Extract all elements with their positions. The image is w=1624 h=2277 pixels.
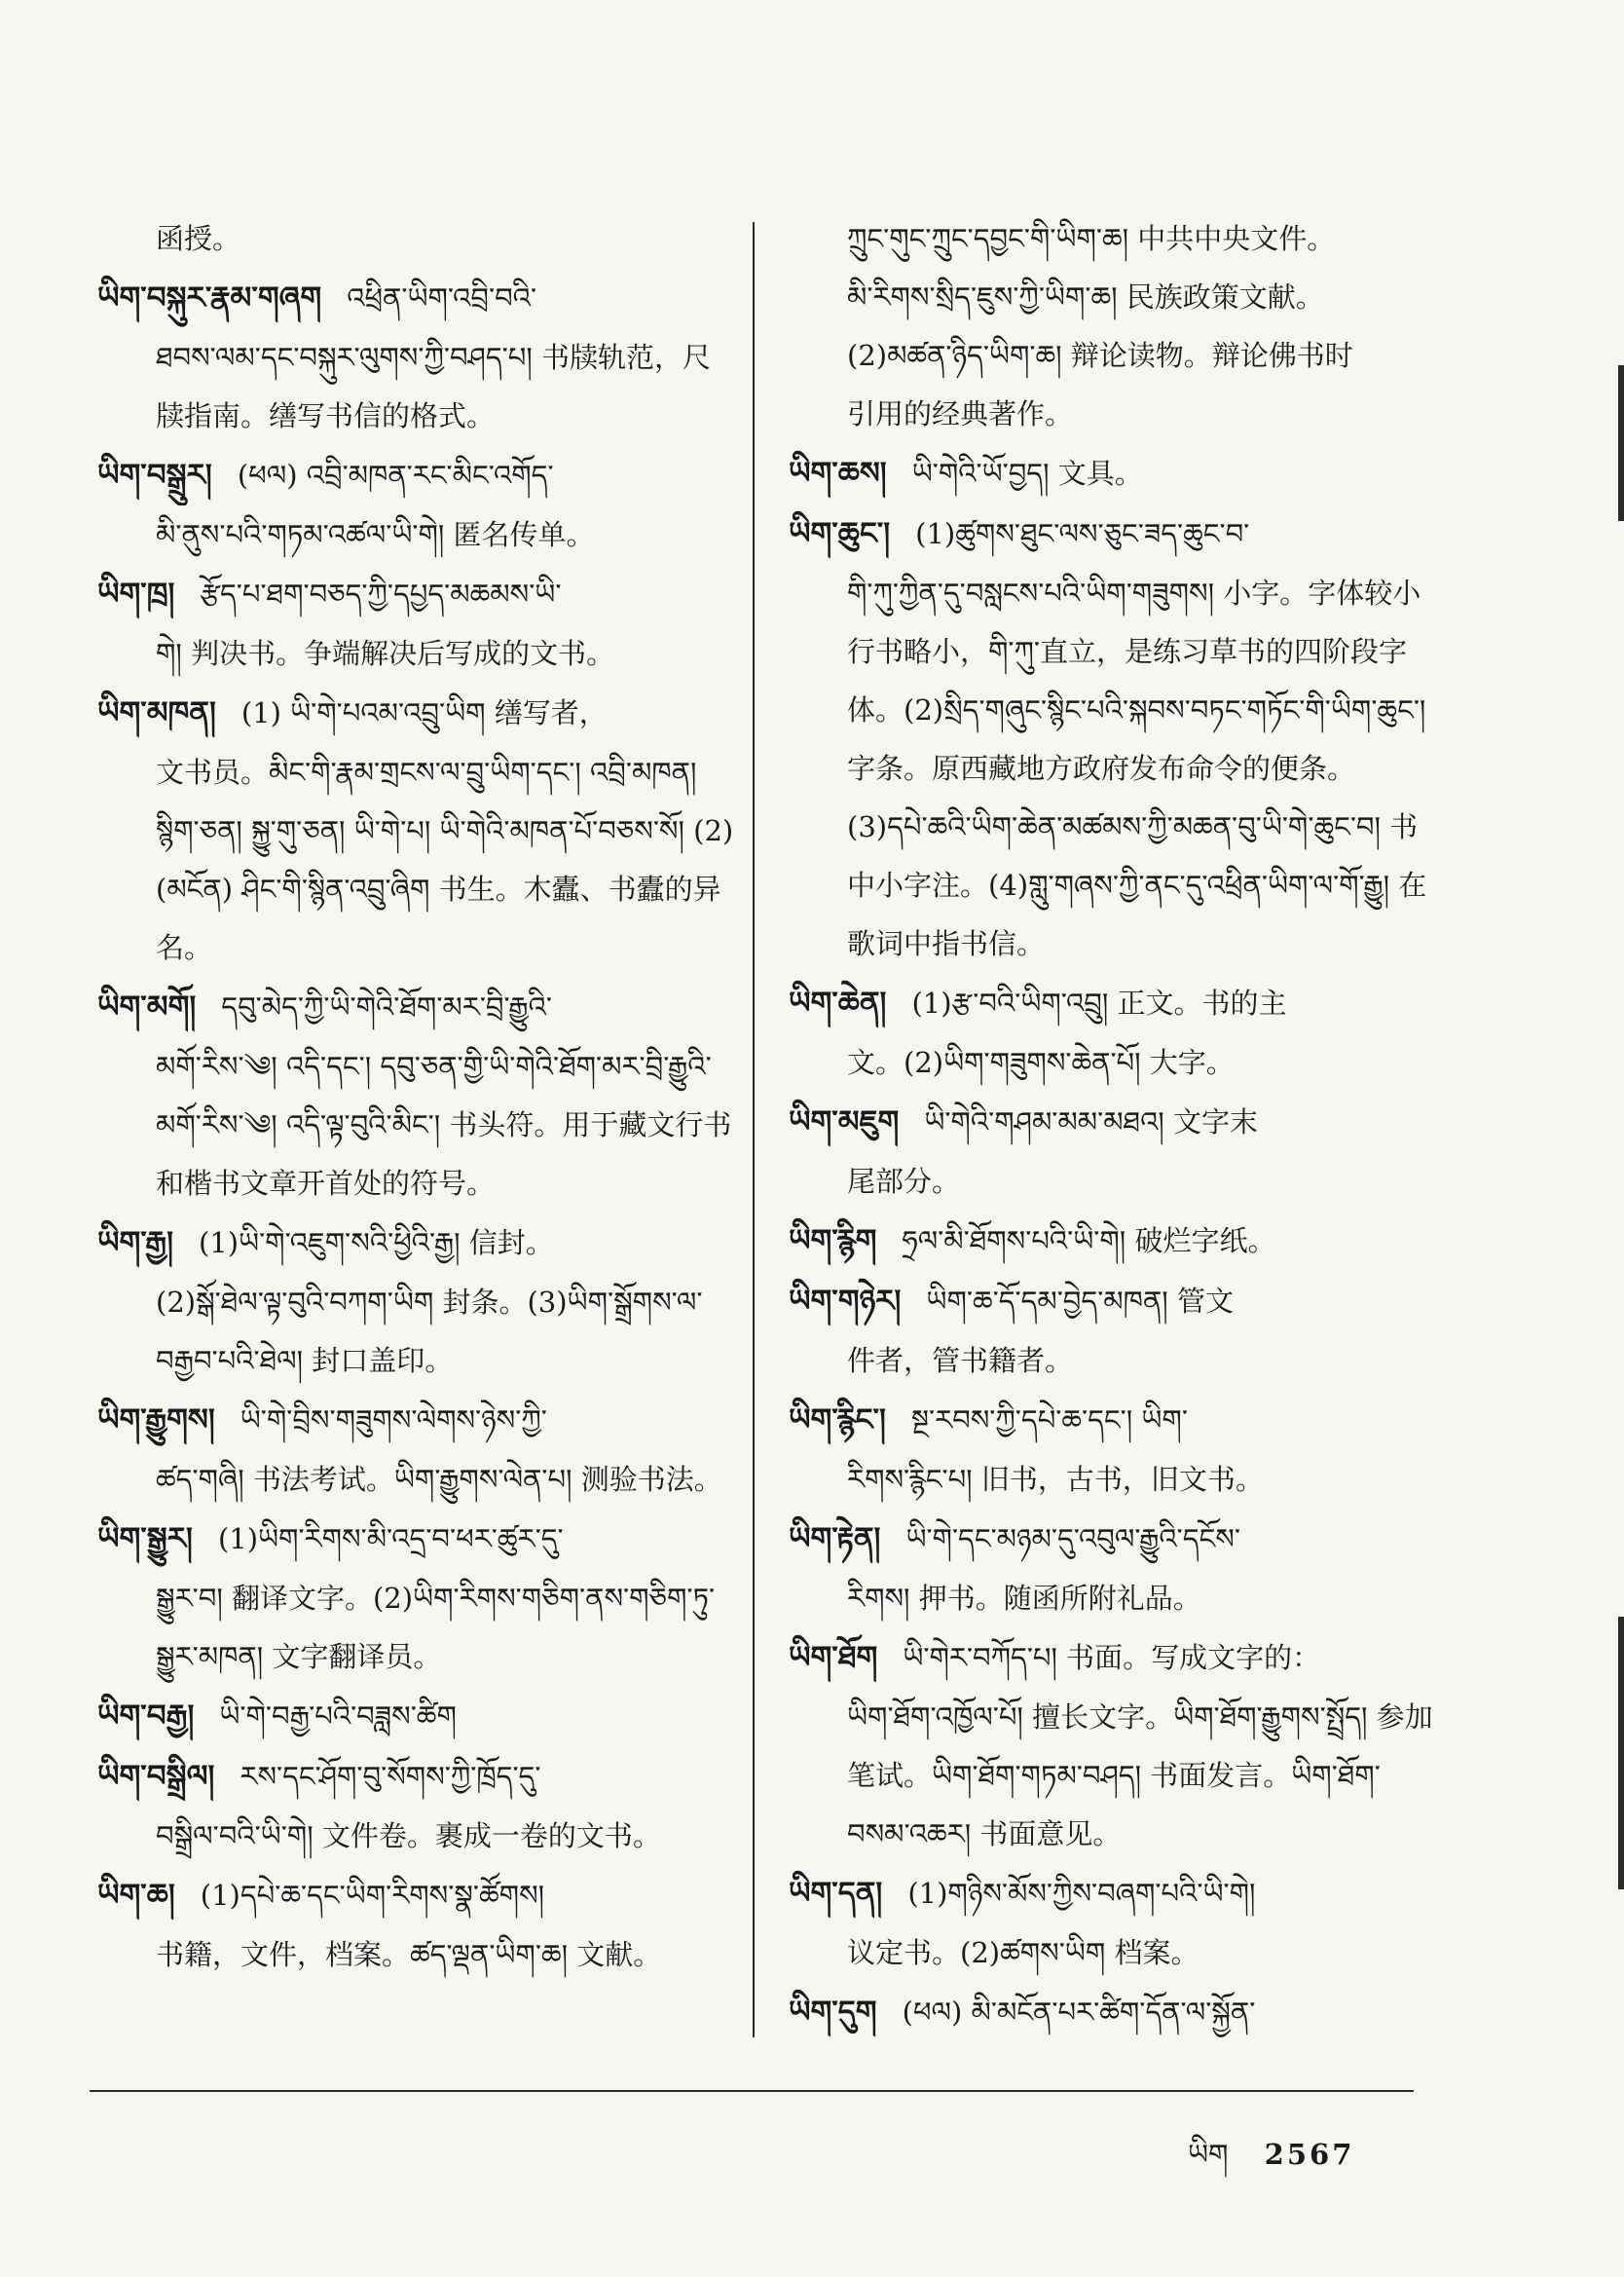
definition-start: ཧྲལ་མི་ཐོགས་པའི་ཡི་གེ། 破烂字纸。	[902, 1224, 1276, 1257]
definition-continuation: གེ། 判决书。争端解决后写成的文书。	[156, 637, 615, 670]
definition-continuation: 件者，管书籍者。	[847, 1344, 1074, 1377]
entry-first-line	[97, 1509, 735, 1569]
dictionary-entry	[789, 1863, 1433, 1982]
dictionary-entry	[789, 1509, 1433, 1627]
definition-continuation: (2)སྒོ་ཐེལ་ལྟ་བུའི་བཀག་ཡིག 封条。(3)ཡིག་སྒྲོགས་ལ་བརྒྱབ་པའི་ཐེལ། 封口盖印。	[156, 1286, 703, 1377]
continued-line: 引用的经典著作。	[847, 397, 1074, 430]
headword: ཡིག་རྒྱ།	[97, 1225, 173, 1260]
leading-text: 函授。	[156, 222, 241, 255]
running-head: ཡིག	[1188, 2138, 1229, 2171]
headword: ཡིག་སྒྱུར།	[97, 1521, 193, 1556]
headword: ཡིག་དུག	[789, 1995, 877, 2030]
dictionary-entry	[97, 1509, 735, 1686]
dictionary-entry	[789, 1092, 1433, 1211]
definition-continuation: 文书员。མིང་གི་རྣམ་གྲངས་ལ་བྲུ་ཡིག་དང་། འབྲི་མཁན། སྙིག་ཅན། སྐྱུ་གུ་ཅན། ཡི་གེ་པ། ཡི་གེའི་མཁན་པོ་བཅས་སོ། (2)(མངོན) ཤིང་གི་སྙིན་འབྲུ་ཞིག 书生。木蠹、书蠹的异名。	[156, 756, 734, 964]
headword: ཡིག་བསྐུར་རྣམ་གཞག	[97, 280, 322, 316]
definition-start: (1)ཡིག་རིགས་མི་འདྲ་བ་ཕར་ཚུར་དུ་	[217, 1522, 564, 1555]
definition-continuation: མགོ་རིས་༄། འདི་དང་། དབུ་ཅན་གྱི་ཡི་གེའི་ཐོག་མར་བྲི་རྒྱུའི་མགོ་རིས་༄། འདི་ལྟ་བུའི་མིང་། 书头符。用于藏文行书和楷书文章开首处的符号。	[156, 1050, 732, 1200]
dictionary-entry	[789, 973, 1433, 1092]
definition-continuation: མི་ནུས་པའི་གཏམ་འཚལ་ཡི་གེ། 匿名传单。	[156, 518, 595, 551]
definition-continuation: བསྒྲིལ་བའི་ཡི་གེ། 文件卷。裹成一卷的文书。	[156, 1819, 661, 1852]
definition-continuation: ཚད་གཞི། 书法考试。ཡིག་རྒྱུགས་ལེན་པ། 测验书法。	[156, 1463, 722, 1496]
definition-continuation: རིགས། 押书。随函所附礼品。	[847, 1582, 1201, 1615]
entry-first-line	[97, 1390, 735, 1450]
entry-first-line	[789, 1982, 1433, 2042]
continued-line: (2)མཚན་ཉིད་ཡིག་ཆ། 辩论读物。辩论佛书时	[847, 339, 1353, 372]
headword: ཡིག་ཆེན།	[789, 986, 887, 1021]
dictionary-entry	[97, 1686, 735, 1746]
headword: ཡིག་མཁན།	[97, 695, 216, 730]
scan-edge-mark	[1618, 1617, 1624, 1889]
headword: ཡིག་ཆས།	[789, 456, 887, 491]
dictionary-entry	[789, 1982, 1433, 2042]
headword: ཡིག་བསྒྲུར།	[97, 458, 212, 493]
footer-rule	[90, 2090, 1414, 2092]
entry-first-line	[97, 977, 735, 1037]
continued-entry	[789, 209, 1433, 443]
dictionary-entry	[97, 1213, 735, 1390]
entry-first-line	[789, 504, 1433, 564]
definition-continuation: སྒྱུར་བ། 翻译文字。(2)ཡིག་རིགས་གཅིག་ནས་གཅིག་ཏུ་སྒྱུར་མཁན། 文字翻译员。	[156, 1582, 716, 1673]
definition-continuation: གི་ཀུ་ཀྱིན་དུ་བསླངས་པའི་ཡིག་གཟུགས། 小字。字体较小行书略小，གི་ཀུ་直立，是练习草书的四阶段字体。(2)སྲིད་གཞུང་སྙིང་པའི་སྐབས་བཏང་གཏོང་གི་ཡིག་ཆུང་། 字条。原西藏地方政府发布命令的便条。(3)དཔེ་ཆའི་ཡིག་ཆེན་མཚམས་ཀྱི་མཆན་བུ་ཡི་གེ་ཆུང་བ། 书中小字注。(4)གླུ་གཞས་ཀྱི་ནང་དུ་འཕྲིན་ཡིག་ལ་གོ་རྒྱུ། 在歌词中指书信。	[847, 577, 1427, 960]
definition-start: ཡི་གེའི་གཤམ་མམ་མཐའ། 文字末	[924, 1105, 1259, 1138]
definition-start: རྩོད་པ་ཐག་བཅད་ཀྱི་དཔྱད་མཆམས་ཡི་	[200, 578, 562, 611]
headword: ཡིག་མཇུག	[789, 1104, 900, 1139]
entry-first-line	[97, 1686, 735, 1746]
definition-start: (ཕལ) མི་མངོན་པར་ཚིག་དོན་ལ་སྐྱོན་	[902, 1996, 1256, 2029]
definition-continuation: ཐབས་ལམ་དང་བསྐུར་ལུགས་ཀྱི་བཤད་པ། 书牍轨范，尺牍指南。缮写书信的格式。	[156, 341, 711, 432]
entry-first-line	[97, 1746, 735, 1807]
left-column	[97, 209, 735, 1984]
scan-edge-mark	[1618, 365, 1624, 521]
headword: ཡིག་དན།	[789, 1876, 883, 1911]
continued-line: ཀྲུང་གུང་ཀྲུང་དབྱང་གི་ཡིག་ཆ། 中共中央文件。	[847, 222, 1336, 255]
definition-start: དབུ་མེད་ཀྱི་ཡི་གེའི་ཐོག་མར་བྲི་རྒྱུའི་	[221, 990, 552, 1024]
entry-first-line	[97, 268, 735, 328]
page-footer	[1188, 2123, 1354, 2203]
headword: ཡིག་ཐོག	[789, 1640, 878, 1675]
entry-first-line	[789, 1627, 1433, 1688]
definition-start: འཕྲིན་ཡིག་འབྲི་བའི་	[347, 281, 537, 315]
definition-start: ཡི་གེ་དང་མཉམ་དུ་འབུལ་རྒྱུའི་དངོས་	[905, 1522, 1240, 1555]
entry-first-line	[97, 1865, 735, 1925]
dictionary-entry	[97, 1390, 735, 1509]
definition-continuation: རིགས་རྙིང་པ། 旧书，古书，旧文书。	[847, 1463, 1264, 1496]
definition-continuation: 尾部分。	[847, 1165, 961, 1198]
entry-first-line	[789, 1271, 1433, 1331]
headword: ཡིག་ཆ།	[97, 1878, 175, 1913]
entry-first-line	[789, 1390, 1433, 1450]
dictionary-entry	[97, 445, 735, 564]
definition-start: ཡི་གེ་བརྒྱ་པའི་བཟླས་ཚིག	[219, 1699, 457, 1733]
headword: ཡིག་གཉེར།	[789, 1284, 902, 1319]
entry-first-line	[789, 1211, 1433, 1271]
definition-start: སྔ་རབས་ཀྱི་དཔེ་ཆ་དང་། ཡིག་	[910, 1403, 1188, 1437]
definition-start: ཡིག་ཆ་དོ་དམ་བྱེད་མཁན། 管文	[926, 1285, 1234, 1318]
dictionary-entry	[97, 1865, 735, 1984]
headword: ཡིག་ཁྲ།	[97, 577, 175, 612]
column-divider	[753, 222, 755, 2037]
dictionary-entry	[789, 504, 1433, 973]
definition-continuation: ཡིག་ཐོག་འཁྱོལ་པོ། 擅长文字。ཡིག་ཐོག་རྒྱུགས་སྤྲོད། 参加笔试。ཡིག་ཐོག་གཏམ་བཤད། 书面发言。ཡིག་ཐོག་བསམ་འཆར། 书面意见。	[847, 1700, 1433, 1850]
dictionary-entry	[789, 1627, 1433, 1863]
definition-continuation: 文。(2)ཡིག་གཟུགས་ཆེན་པོ། 大字。	[847, 1046, 1235, 1079]
dictionary-entry	[97, 977, 735, 1213]
definition-start: (1)དཔེ་ཆ་དང་ཡིག་རིགས་སྣ་ཚོགས།	[200, 1879, 545, 1912]
definition-start: རས་དང་ཤོག་བུ་སོགས་ཀྱི་ཁྲོད་དུ་	[240, 1760, 541, 1793]
dictionary-entry	[789, 1271, 1433, 1390]
headword: ཡིག་རྒྱུགས།	[97, 1402, 215, 1437]
dictionary-entry	[97, 1746, 735, 1865]
entry-first-line	[97, 445, 735, 505]
headword: ཡིག་རྟེན།	[789, 1521, 881, 1556]
definition-start: (1) ཡི་གེ་པའམ་འབྲུ་ཡིག 缮写者，	[240, 696, 608, 729]
headword: ཡིག་བསྒྲིལ།	[97, 1759, 215, 1794]
headword: ཡིག་རྙིང་།	[789, 1402, 886, 1437]
dictionary-entry	[789, 1390, 1433, 1509]
dictionary-entry	[97, 683, 735, 977]
definition-start: (1)ཡི་གེ་འཇུག་སའི་ཕྱིའི་རྒྱ། 信封。	[198, 1226, 554, 1259]
headword: ཡིག་བརྒྱ།	[97, 1698, 195, 1734]
definition-continuation: 议定书。(2)ཚགས་ཡིག 档案。	[847, 1936, 1200, 1969]
entry-first-line	[97, 564, 735, 624]
definition-start: ཡི་གེ་བྲིས་གཟུགས་ལེགས་ཉེས་ཀྱི་	[240, 1403, 547, 1437]
definition-start: (1)ཚུགས་ཐུང་ལས་ཅུང་ཟད་ཆུང་བ་	[915, 517, 1250, 550]
definition-continuation: 书籍，文件，档案。ཚད་ལྡན་ཡིག་ཆ། 文献。	[156, 1938, 662, 1971]
dictionary-entry	[97, 268, 735, 445]
dictionary-entry	[97, 564, 735, 683]
continued-line: མི་རིགས་སྲིད་ཇུས་ཀྱི་ཡིག་ཆ། 民族政策文献。	[847, 280, 1324, 314]
definition-start: ཡི་གེར་བཀོད་པ། 书面。写成文字的：	[903, 1641, 1321, 1674]
definition-start: (1)གཉིས་མོས་ཀྱིས་བཞག་པའི་ཡི་གེ།	[907, 1877, 1256, 1910]
entry-first-line	[789, 1863, 1433, 1923]
definition-start: ཡི་གེའི་ཡོ་བྱད། 文具。	[911, 457, 1143, 490]
headword: ཡིག་རྙིག	[789, 1223, 877, 1258]
dictionary-entry	[789, 1211, 1433, 1271]
entry-first-line	[789, 1092, 1433, 1152]
page-number: 2567	[1264, 2138, 1355, 2171]
entry-first-line	[97, 1213, 735, 1273]
dictionary-entry	[789, 443, 1433, 504]
entry-first-line	[789, 973, 1433, 1033]
entry-first-line	[789, 1509, 1433, 1569]
headword: ཡིག་ཆུང་།	[789, 516, 891, 551]
definition-start: (1)རྩ་བའི་ཡིག་འབྲུ། 正文。书的主	[911, 987, 1287, 1020]
right-column	[789, 209, 1433, 2042]
headword: ཡིག་མགོ།	[97, 989, 197, 1025]
definition-start: (ཕལ) འབྲི་མཁན་རང་མིང་འགོད་	[237, 459, 554, 492]
entry-first-line	[97, 683, 735, 743]
entry-first-line	[789, 443, 1433, 504]
